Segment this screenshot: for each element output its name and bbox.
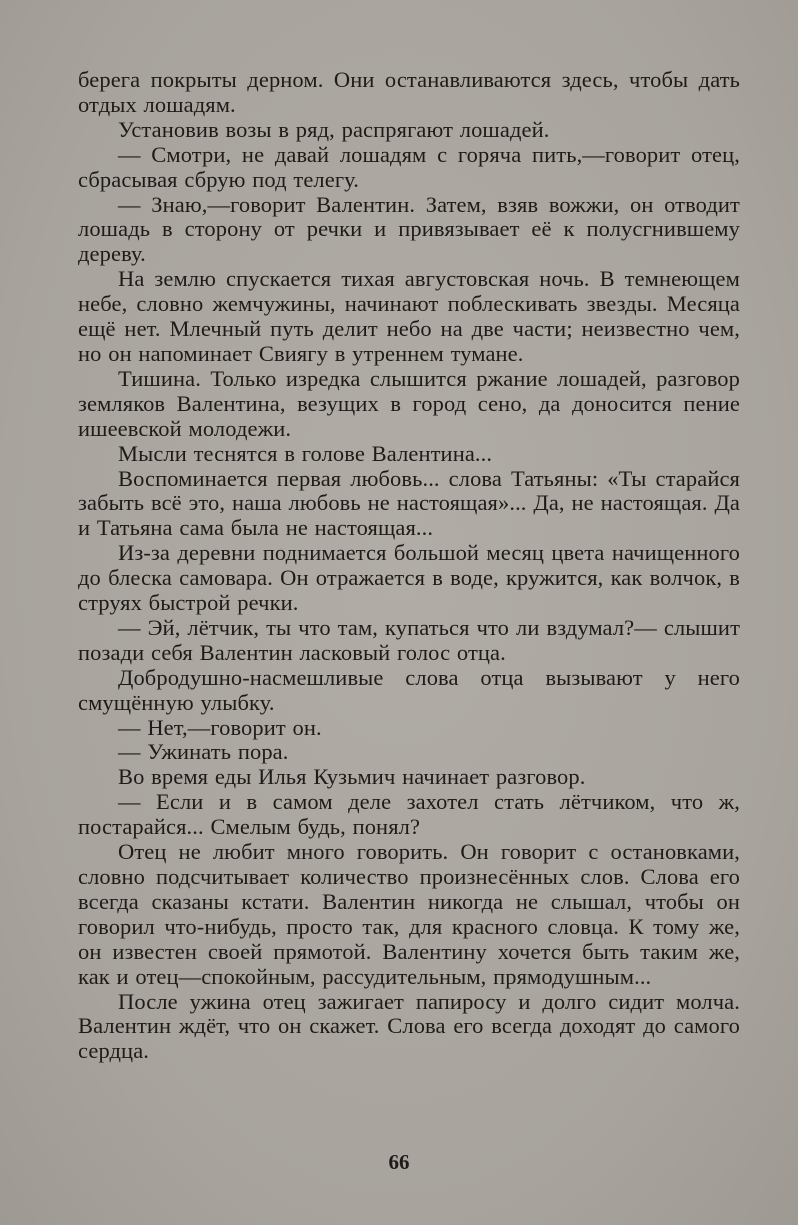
paragraph-14: Во время еды Илья Кузьмич начинает разговор. [118,764,586,790]
paragraph-7: Мысли теснятся в голове Валентина... [118,440,493,466]
page-text [78,68,740,1064]
paragraph-13: — Ужинать пора. [118,739,289,765]
paragraph-1: берега покрыты дерном. Они останавливаются здесь, чтобы дать отдых лошадям. [78,67,740,117]
page-number: 66 [388,1150,410,1174]
paragraph-5: На землю спускается тихая августовская ночь. В темнеющем небе, словно жемчужины, начинают поблескивать звезды. Месяца ещё нет. Млечный путь делит небо на две части; неизвестно чем, но он напоминает Свиягу в утреннем тумане. [78,266,740,366]
paragraph-3: — Смотри, не давай лошадям с горяча пить,—говорит отец, сбрасывая сбрую под телегу. [78,141,740,192]
paragraph-15: — Если и в самом деле захотел стать лётчиком, что ж, постарайся... Смелым будь, понял? [78,789,740,840]
paragraph-4: — Знаю,—говорит Валентин. Затем, взяв вожжи, он отводит лошадь в сторону от речки и привязывает её к полусгнившему дереву. [78,191,740,267]
paragraph-17: После ужина отец зажигает папиросу и долго сидит молча. Валентин ждёт, что он скажет. Слова его всегда доходят до самого сердца. [78,988,740,1064]
paragraph-12: — Нет,—говорит он. [118,714,322,740]
paragraph-16: Отец не любит много говорить. Он говорит с остановками, словно подсчитывает количество произнесённых слов. Слова его всегда сказаны кстати. Валентин никогда не слышал, чтобы он говорил что-нибудь, просто так, для красного словца. К тому же, он известен своей прямотой. Валентину хочется быть таким же, как и отец—спокойным, рассудительным, прямодушным... [78,839,740,989]
paragraph-8: Воспоминается первая любовь... слова Татьяны: «Ты старайся забыть всё это, наша любовь не настоящая»... Да, не настоящая. Да и Татьяна сама была не настоящая... [78,465,740,541]
paragraph-6: Тишина. Только изредка слышится ржание лошадей, разговор земляков Валентина, везущих в город сено, да доносится пение ишеевской молодежи. [78,365,740,441]
paragraph-11: Добродушно-насмешливые слова отца вызывают у него смущённую улыбку. [78,664,740,715]
paragraph-9: Из-за деревни поднимается большой месяц цвета начищенного до блеска самовара. Он отражается в воде, кружится, как волчок, в струях быстрой речки. [78,540,740,616]
paragraph-2: Установив возы в ряд, распрягают лошадей. [118,116,550,142]
paragraph-10: — Эй, лётчик, ты что там, купаться что ли вздумал?— слышит позади себя Валентин ласковый голос отца. [78,614,740,665]
